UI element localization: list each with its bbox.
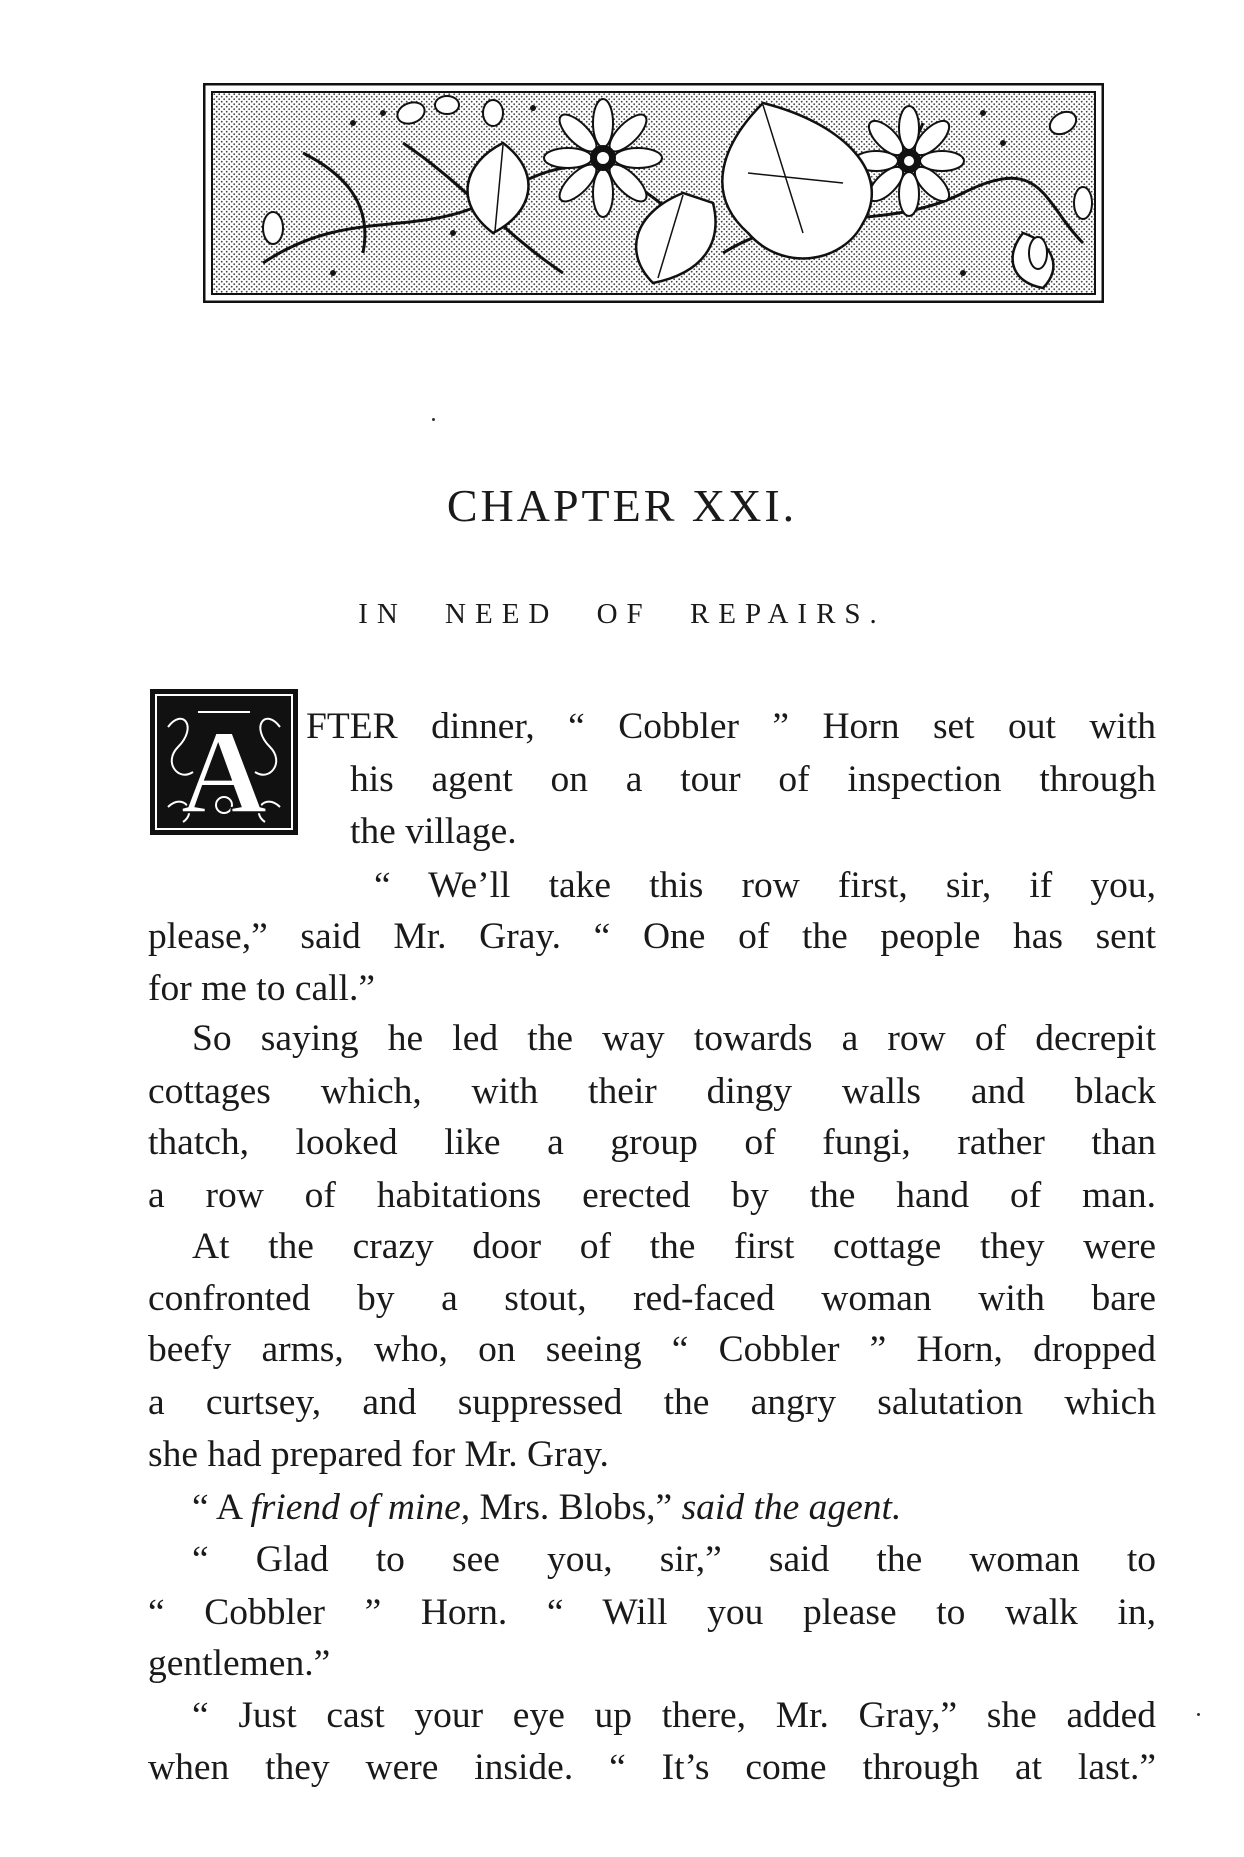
text-line-mixed	[192, 1489, 1156, 1527]
text-line: beefy arms, who, on seeing “ Cobbler ” Horn, dropped	[148, 1329, 1156, 1370]
text-line: cottages which, with their dingy walls and black	[148, 1071, 1156, 1112]
text-line: “ Glad to see you, sir,” said the woman to	[192, 1539, 1156, 1580]
text-line: for me to call.”	[148, 968, 375, 1009]
text-line: “ Cobbler ” Horn. “ Will you please to walk in,	[148, 1592, 1156, 1633]
text-line: So saying he led the way towards a row of decrepit	[192, 1018, 1156, 1059]
text-line: gentlemen.”	[148, 1643, 331, 1684]
text-line: thatch, looked like a group of fungi, rather than	[148, 1122, 1156, 1163]
text-line: At the crazy door of the first cottage they were	[192, 1226, 1156, 1267]
text-line: a row of habitations erected by the hand of man.	[148, 1175, 1156, 1216]
floral-headpiece-illustration	[203, 83, 1104, 303]
text-line: confronted by a stout, red-faced woman with bare	[148, 1278, 1156, 1319]
dropcap-letter: A	[180, 705, 268, 837]
text-line: FTER dinner, “ Cobbler ” Horn set out with	[306, 706, 1156, 747]
text-span-italic: friend of mine,	[250, 1487, 471, 1528]
text-line: a curtsey, and suppressed the angry salutation which	[148, 1382, 1156, 1423]
ornamental-dropcap	[148, 687, 300, 837]
chapter-subtitle: IN NEED OF REPAIRS.	[358, 598, 886, 630]
text-line: when they were inside. “ It’s come through at last.”	[148, 1747, 1156, 1788]
text-span: “ A	[192, 1487, 251, 1528]
text-line: please,” said Mr. Gray. “ One of the people has sent	[148, 916, 1156, 957]
paper-speck	[432, 418, 435, 421]
text-line: his agent on a tour of inspection through	[350, 759, 1156, 800]
text-span: Mrs. Blobs,”	[470, 1487, 682, 1528]
text-span-italic: said the agent.	[681, 1487, 902, 1528]
text-line: “ We’ll take this row first, sir, if you,	[374, 865, 1156, 906]
paper-speck	[1197, 1713, 1200, 1716]
text-line: the village.	[350, 811, 517, 852]
chapter-title: CHAPTER XXI.	[446, 480, 798, 531]
text-line: she had prepared for Mr. Gray.	[148, 1434, 609, 1475]
text-line: “ Just cast your eye up there, Mr. Gray,” she added	[192, 1695, 1156, 1736]
